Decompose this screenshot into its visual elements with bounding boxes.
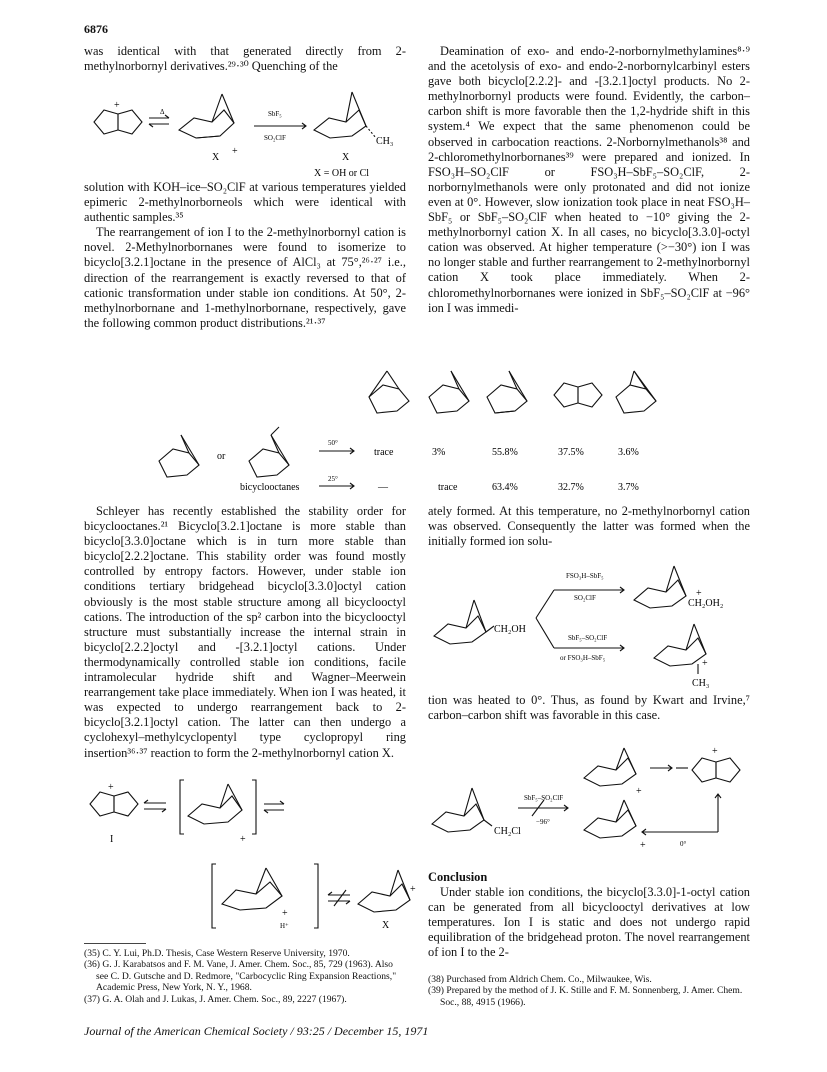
- 1-methylnorbornane-structure: [249, 427, 289, 477]
- cation-plus-sign: +: [640, 840, 646, 851]
- table-row1-cond: 50°: [328, 439, 338, 447]
- svg-text:X = OH or Cl: X = OH or Cl: [314, 168, 370, 179]
- bicyclo321-structure: [487, 371, 527, 413]
- scheme-rearrangement-mechanism: [84, 778, 414, 938]
- svg-text:3%: 3%: [432, 447, 446, 458]
- bicyclo321-cation-structure: [179, 94, 234, 138]
- bicyclo321-cation-bracket-structure: [188, 784, 242, 824]
- bicyclo321-cation-intermediate-structure: [584, 748, 636, 786]
- journal-footer: Journal of the American Chemical Society / 93:25 / December 15, 1971: [84, 1024, 429, 1038]
- left-references: [84, 948, 406, 1005]
- footnote-rule: [84, 943, 146, 944]
- svg-text:SO₂ClF: SO₂ClF: [574, 594, 596, 602]
- protonated-norbornylmethanol-structure: [634, 566, 686, 608]
- right-references: [428, 974, 750, 1008]
- svg-text:SbF₅–SO₂ClF: SbF₅–SO₂ClF: [524, 794, 564, 802]
- svg-text:X: X: [342, 152, 350, 163]
- svg-text:0°: 0°: [680, 840, 687, 848]
- left-paragraphs: solution with KOH–ice–SO₂ClF at various temperatures yielded epimeric 2-methylnorborneols which were identical with authentic samples.³⁵ The rearrangement of ion I to the 2-methylnorbornyl cation is novel. 2-Methylnorbornanes were found to isomerize to bicyclo[3.2.1]octane in the presence of AlCl₃ at 75°,²⁶·²⁷ i.e., direction of the rearrangement is exactly reversed to that of cationic transformation under stable ion conditions. At 50°, 2-methylnorbornane and 1-methylnorbornane, respectively, gave the following common product distributions.²¹·³⁷: [84, 180, 406, 330]
- svg-text:37.5%: 37.5%: [558, 447, 584, 458]
- svg-text:X: X: [382, 920, 390, 931]
- svg-text:FSO₃H–SbF₅: FSO₃H–SbF₅: [566, 572, 604, 580]
- scheme-chloromethyl-ionization: [428, 744, 758, 866]
- protonated-cyclopropane-structure: [222, 868, 282, 910]
- cation-plus-sign: +: [114, 100, 120, 111]
- svg-text:SO₂ClF: SO₂ClF: [264, 134, 286, 142]
- conclusion-heading: Conclusion: [428, 870, 488, 884]
- svg-text:63.4%: 63.4%: [492, 482, 518, 493]
- norbornane-structure: [429, 371, 469, 413]
- svg-text:CH₂Cl: CH₂Cl: [494, 826, 521, 837]
- right-para3: tion was heated to 0°. Thus, as found by Kwart and Irvine,⁷ carbon–carbon shift was favorable in this case.: [428, 693, 750, 723]
- methylnorbornane-structure: [159, 435, 199, 477]
- methylnorbornyl-cation-X-structure: [358, 870, 410, 912]
- reference: (38) Purchased from Aldrich Chem. Co., Milwaukee, Wis.: [428, 974, 652, 985]
- page-number: 6876: [84, 22, 108, 36]
- svg-text:CH₃: CH₃: [376, 136, 394, 147]
- right-para2: ately formed. At this temperature, no 2-methylnorbornyl cation was observed. Consequently the latter was formed when the initially formed ion solu-: [428, 504, 750, 549]
- cation-plus-sign: +: [636, 786, 642, 797]
- bicyclo222-structure: [369, 371, 409, 413]
- reference: (37) G. A. Olah and J. Lukas, J. Amer. Chem. Soc., 89, 2227 (1967).: [84, 993, 347, 1005]
- left-top-text: was identical with that generated directly from 2-methylnorbornyl derivatives.²⁹·³⁰ Quenching of the: [84, 44, 406, 74]
- svg-text:Δ: Δ: [160, 108, 165, 116]
- methylnorbornyl-cation-product-structure: [654, 624, 706, 674]
- cation-plus-sign: +: [108, 782, 114, 793]
- methylnorbornyl-structure: [314, 92, 376, 138]
- cation-plus-sign: +: [282, 908, 288, 919]
- cation-plus-sign: +: [410, 884, 416, 895]
- bicyclo330-structure: [554, 383, 602, 407]
- table-row2-cond: 25°: [328, 475, 338, 483]
- svg-text:−96°: −96°: [536, 818, 550, 826]
- product-distribution-table: [84, 365, 754, 500]
- cation-plus-sign: +: [696, 588, 702, 599]
- svg-text:CH₂OH: CH₂OH: [494, 624, 526, 635]
- svg-text:trace: trace: [374, 447, 394, 458]
- svg-text:3.6%: 3.6%: [618, 447, 639, 458]
- svg-text:55.8%: 55.8%: [492, 447, 518, 458]
- table-row1-label: or: [217, 451, 226, 462]
- svg-text:—: —: [378, 482, 388, 493]
- svg-text:H⁺: H⁺: [280, 922, 289, 930]
- bicyclooctyl-cation-I-structure: [90, 792, 138, 816]
- left-para3: Schleyer has recently established the stability order for bicyclooctanes.²¹ Bicyclo[3.2.1]octane is more stable than bicyclo[3.3.0]octane which is in turn more stable than bicyclo[2.2.2]octane. This stability order was found mostly controlled by entropy factors. However, under stable ion conditions tertiary bridgehead bicyclo[3.3.0]octyl cation obviously is the most stable structure among all bicyclooctyl cations. The introduction of the sp² carbon into the bicyclooctyl structure must substantially increase the internal strain in bicyclo[2.2.2]octyl and -[3.2.1]octyl cations. Under thermodynamically controlled stable ion conditions, facile intramolecular hydride shift and Wagner–Meerwein rearrangement take place immediately. When ion I was heated, it was expected to undergo rearrangement back to 2-bicyclo[3.2.1]octyl cation. The latter can then undergo a cyclohexyl–methylcyclopentyl type cyclopropyl ring insertion³⁶·³⁷ reaction to form the 2-methylnorbornyl cation X.: [84, 504, 406, 760]
- cation-plus-sign: +: [712, 746, 718, 757]
- svg-text:CH₂OH₂: CH₂OH₂: [688, 598, 724, 609]
- bicyclooctyl-cation-structure: [94, 110, 142, 134]
- bicyclo222-cation-intermediate-structure: [584, 800, 636, 838]
- svg-text:I: I: [110, 834, 114, 845]
- svg-text:SbF₅: SbF₅: [268, 110, 282, 118]
- table-row2-label: bicyclooctanes: [240, 482, 300, 493]
- reference: (39) Prepared by the method of J. K. Stille and F. M. Sonnenberg, J. Amer. Chem. Soc., 88, 4915 (1966).: [428, 985, 743, 1008]
- svg-text:trace: trace: [438, 482, 458, 493]
- svg-text:SbF₅–SO₂ClF: SbF₅–SO₂ClF: [568, 634, 608, 642]
- cation-plus-sign: +: [232, 146, 238, 157]
- svg-text:or FSO₃H–SbF₅: or FSO₃H–SbF₅: [560, 654, 606, 662]
- conclusion-section: Conclusion Under stable ion conditions, the bicyclo[3.3.0]-1-octyl cation can be generated from all bicyclooctyl derivatives at low temperatures. Ion I is static and does not undergo rapid equilibration of the bridgehead proton. The novel rearrangement of ion I to the 2-: [428, 870, 750, 960]
- cation-plus-sign: +: [240, 834, 246, 845]
- scheme-norbornylmethanol-ionization: [428, 560, 758, 700]
- reference: (35) C. Y. Lui, Ph.D. Thesis, Case Western Reserve University, 1970.: [84, 948, 350, 959]
- norbornylmethanol-structure: [434, 600, 494, 644]
- bicyclo222-octane-structure: [616, 371, 656, 413]
- scheme-ion-equilibrium: [84, 78, 414, 180]
- svg-text:CH₃: CH₃: [692, 678, 710, 689]
- svg-text:X: X: [212, 152, 220, 163]
- svg-text:32.7%: 32.7%: [558, 482, 584, 493]
- right-para1: Deamination of exo- and endo-2-norbornylmethylamines⁸·⁹ and the acetolysis of exo- and endo-2-norbornylcarbinyl esters gave both bicyclo[2.2.2]- and -[3.2.1]octyl products. No 2-methylnorbornyl products were found. Evidently, the carbon–carbon shift is more favorable then the 1,2-hydride shift in this system.⁴ We expect that the same phenomenon could be observed in carbocation reactions. 2-Norbornylmethanols³⁸ and 2-chloromethylnorbornanes³⁹ were prepared and ionized. In FSO₃H–SO₂ClF or FSO₃H–SbF₅–SO₂ClF, 2-norbornylmethanols were only protonated and did not ionize even at 0°. However, slow ionization took place in neat FSO₃H–SbF₅ or SbF₅–SO₂ClF when heated to −10° giving the 2-methylnorbornyl cation X. In all cases, no bicyclo[3.3.0]-octyl cation was observed. At higher temperature (>−30°) ion I was no longer stable and further rearrangement to 2-methylnorbornyl cation X took place immediately. When 2-chloromethylnorbornanes were ionized in SbF₅–SO₂ClF at −96° ion I was immedi-: [428, 44, 750, 315]
- cation-plus-sign: +: [702, 658, 708, 669]
- chloromethylnorbornane-structure: [432, 788, 492, 832]
- bicyclooctyl-cation-final-structure: [692, 758, 740, 782]
- svg-text:3.7%: 3.7%: [618, 482, 639, 493]
- reference: (36) G. J. Karabatsos and F. M. Vane, J. Amer. Chem. Soc., 85, 729 (1963). Also see C. D. Gutsche and D. Redmore, "Carbocyclic Ring Expansion Reactions," Academic Press, New York, N. Y., 1968.: [84, 959, 397, 994]
